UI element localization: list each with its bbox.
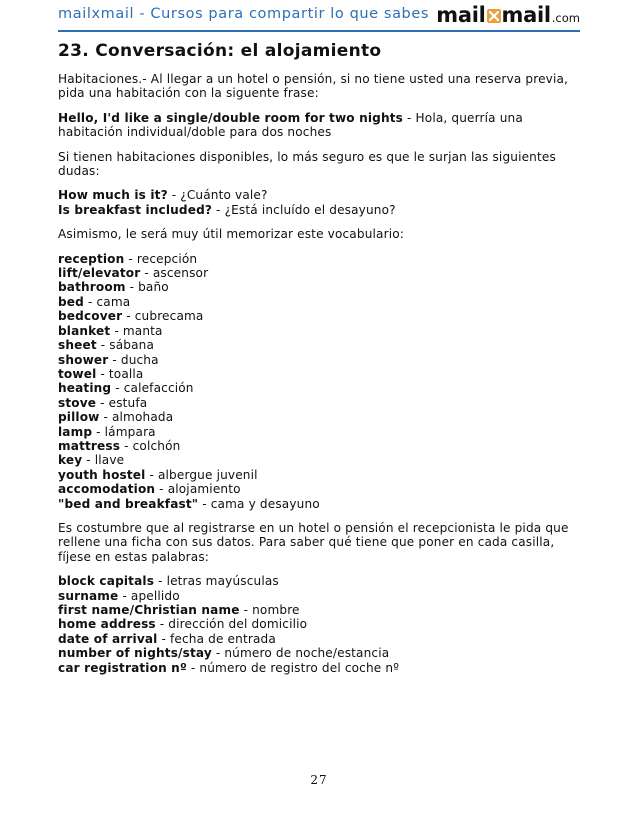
vocab-item [58,280,578,294]
form-term-item-spanish: - nombre [239,603,300,617]
form-term-item-english: car registration nº [58,660,187,675]
question-spanish: - ¿Cuánto vale? [167,188,268,203]
form-term-item-english: block capitals [58,574,155,589]
vocab-item-spanish: - ascensor [140,266,209,281]
vocab-item-spanish: - ducha [108,352,159,367]
vocab-item [58,353,578,367]
form-term-item [58,589,578,603]
question-english: Is breakfast included? [58,202,213,217]
vocab-item-spanish: - alojamiento [155,482,241,497]
form-term-item-english: surname [58,588,119,603]
form-term-item-english: first name/Christian name [58,603,240,617]
vocab-item-spanish: - colchón [120,438,181,453]
vocab-item-spanish: - calefacción [111,381,194,396]
vocab-item-spanish: - toalla [96,366,144,381]
vocab-item [58,266,578,280]
vocab-item [58,381,578,395]
form-term-item-spanish: - dirección del domicilio [155,617,308,632]
vocab-item-spanish: - manta [110,323,163,338]
vocab-item [58,324,578,338]
availability-paragraph: Si tienen habitaciones disponibles, lo más seguro es que le surjan las siguientes dudas: [58,149,556,179]
vocab-item-english: lamp [58,424,93,439]
vocab-item [58,396,578,410]
vocab-item-english: mattress [58,438,121,453]
vocab-item-english: lift/elevator [58,266,141,281]
phrase-paragraph [58,111,578,140]
vocab-item-english: key [58,453,83,468]
vocab-item [58,295,578,309]
questions-list [58,188,578,217]
vocab-item [58,367,578,381]
vocab-item-english: "bed and breakfast" [58,496,199,511]
form-term-item-spanish: - apellido [118,588,180,603]
page-content [58,41,578,685]
vocab-item-spanish: - baño [125,280,169,295]
intro-paragraph: Habitaciones.- Al llegar a un hotel o pensión, si no tiene usted una reserva previa, pida una habitación con la siguente frase: [58,72,569,101]
form-term-item-spanish: - fecha de entrada [157,631,276,646]
vocab-item [58,482,578,496]
form-term-item [58,574,578,588]
vocab-item-english: bed [58,294,84,309]
vocab-item [58,410,578,424]
question-item [58,203,578,217]
vocab-item-english: bedcover [58,309,123,324]
vocab-item-english: sheet [58,338,97,353]
vocab-item-english: heating [58,381,112,396]
mailxmail-logo[interactable] [436,3,580,29]
vocab-item [58,497,578,511]
vocab-item-spanish: - recepción [124,251,198,266]
phrase-english: Hello, I'd like a single/double room for two nights [58,110,404,125]
vocab-item [58,252,578,266]
vocab-item-spanish: - sábana [96,338,155,353]
form-term-item [58,617,578,631]
vocab-item-spanish: - estufa [96,395,148,410]
vocab-item-spanish: - cama y desayuno [198,496,320,511]
logo-text-right: mail [501,3,551,27]
page-header [58,2,580,32]
header-title: mailxmail - Cursos para compartir lo que sabes [58,6,430,22]
vocab-item [58,338,578,352]
form-term-item [58,661,578,675]
vocab-item-spanish: - llave [82,453,125,468]
form-term-item-english: home address [58,617,156,632]
vocab-item-english: accomodation [58,482,156,497]
form-term-item-spanish: - número de registro del coche nº [186,660,400,675]
question-english: How much is it? [58,188,168,203]
logo-text-left: mail [436,3,486,27]
form-term-item-english: number of nights/stay [58,646,212,661]
form-term-item-english: date of arrival [58,631,158,646]
vocab-item-english: towel [58,366,97,381]
vocab-intro-paragraph: Asimismo, le será muy útil memorizar este vocabulario: [58,227,404,242]
vocab-item-english: bathroom [58,280,126,295]
vocab-item-spanish: - albergue juvenil [145,467,258,482]
form-term-item [58,603,578,617]
vocab-item [58,425,578,439]
vocab-item-english: youth hostel [58,467,146,482]
vocab-item [58,468,578,482]
logo-domain: .com [551,11,580,25]
form-paragraph: Es costumbre que al registrarse en un hotel o pensión el recepcionista le pida que rellene una ficha con sus datos. Para saber qué tiene que poner en cada casilla, fíjese en estas palabras: [58,520,569,564]
vocab-item [58,439,578,453]
vocab-item-spanish: - cubrecama [122,309,204,324]
vocab-item [58,453,578,467]
header-divider [58,30,580,32]
form-term-item [58,632,578,646]
vocab-item-english: stove [58,395,97,410]
page-number: 27 [310,773,328,787]
logo-x-icon [487,9,501,23]
vocab-item-english: reception [58,251,125,266]
vocab-item-spanish: - almohada [99,410,174,425]
vocab-item-spanish: - cama [83,294,131,309]
vocab-item-spanish: - lámpara [92,424,156,439]
vocab-item-english: pillow [58,410,100,425]
question-spanish: - ¿Está incluído el desayuno? [212,202,396,217]
vocab-item [58,309,578,323]
phrase-spanish: - Hola, querría una habitación individual/doble para dos noches [58,110,523,140]
form-terms-list [58,574,578,675]
vocab-item-english: blanket [58,323,111,338]
form-term-item [58,646,578,660]
vocab-item-english: shower [58,352,109,367]
question-item [58,188,578,202]
section-title: 23. Conversación: el alojamiento [58,41,382,61]
form-term-item-spanish: - letras mayúsculas [154,574,279,589]
vocabulary-list [58,252,578,511]
form-term-item-spanish: - número de noche/estancia [211,646,390,661]
